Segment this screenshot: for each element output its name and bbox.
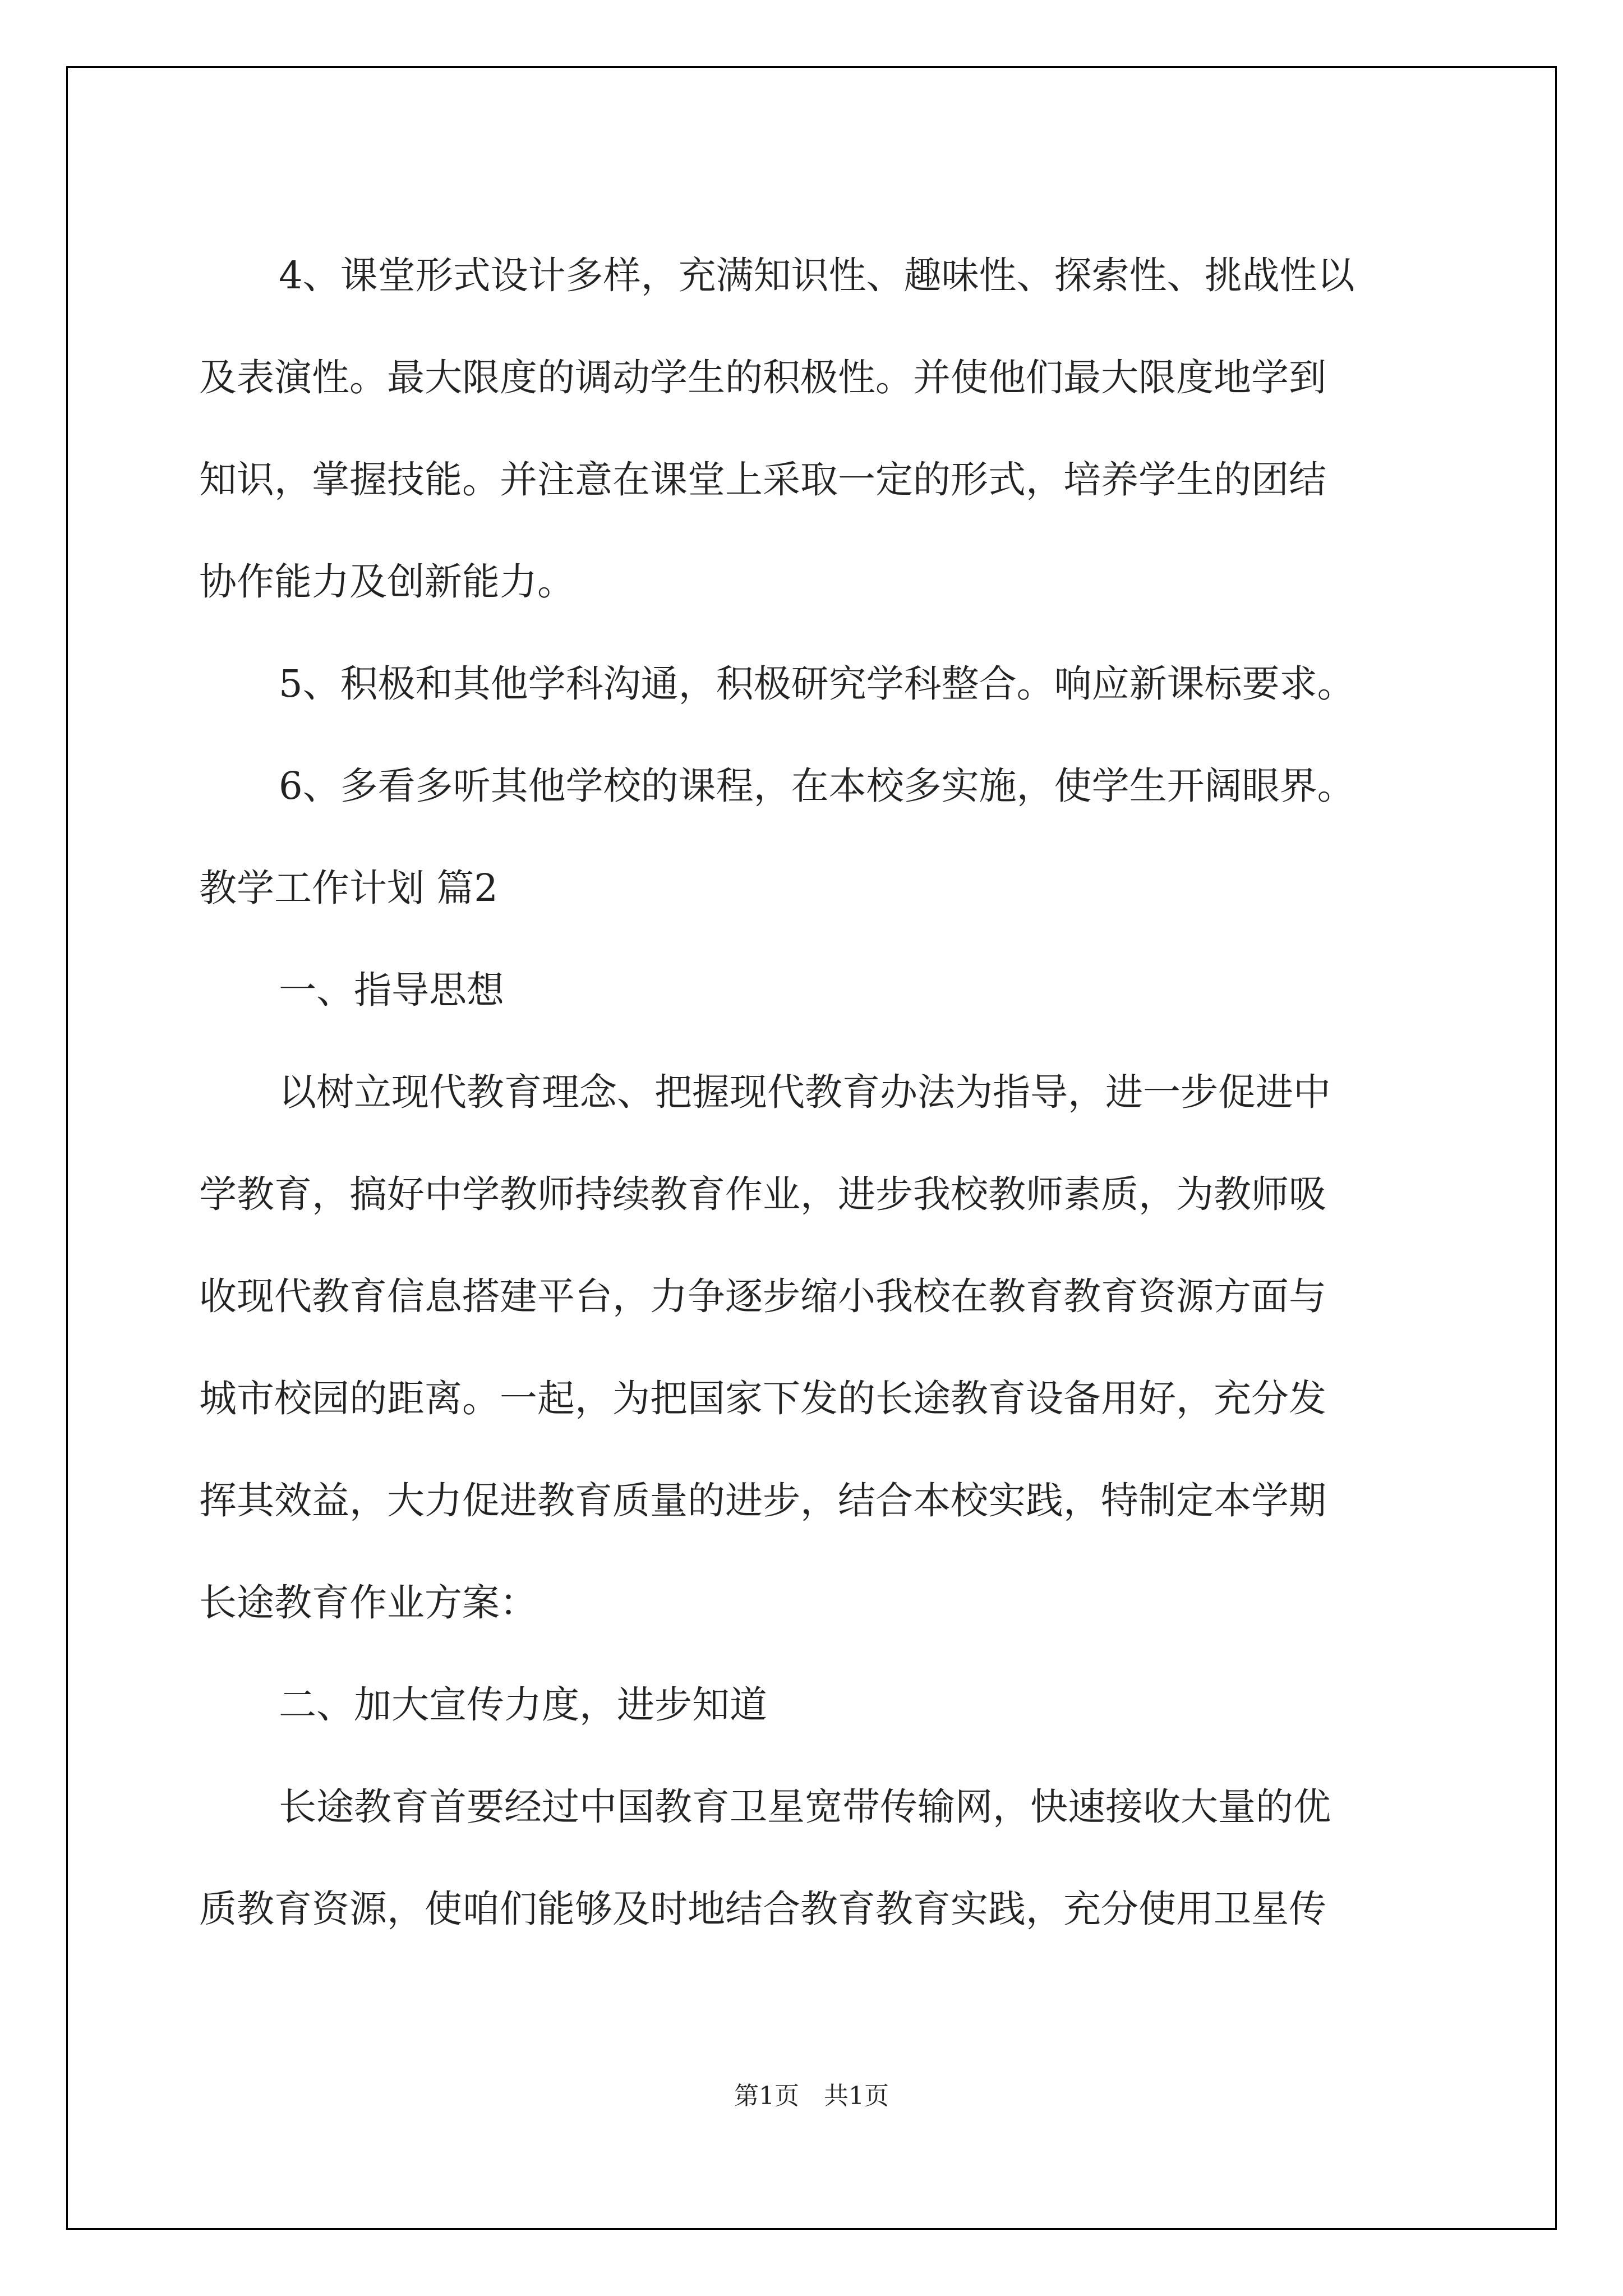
text-line: 挥其效益，大力促进教育质量的进步，结合本校实践，特制定本学期 — [199, 1479, 1326, 1522]
text-line: 二、加大宣传力度，进步知道 — [279, 1683, 767, 1727]
section-heading — [199, 837, 1433, 939]
text-line: 6、多看多听其他学校的课程，在本校多实施，使学生开阔眼界。 — [279, 764, 1355, 808]
text-line: 4、课堂形式设计多样，充满知识性、趣味性、探索性、挑战性以 — [279, 254, 1355, 297]
paragraph — [199, 1756, 1433, 1960]
text-line: 长途教育首要经过中国教育卫星宽带传输网，快速接收大量的优 — [279, 1785, 1331, 1829]
text-line: 学教育，搞好中学教师持续教育作业，进步我校教师素质，为教师吸 — [199, 1172, 1326, 1216]
text-line: 知识，掌握技能。并注意在课堂上采取一定的形式，培养学生的团结 — [199, 458, 1326, 501]
text-line: 以树立现代教育理念、把握现代教育办法为指导，进一步促进中 — [279, 1070, 1331, 1114]
text-line: 协作能力及创新能力。 — [199, 560, 575, 604]
text-line: 城市校园的距离。一起，为把国家下发的长途教育设备用好，充分发 — [199, 1377, 1326, 1420]
paragraph — [199, 735, 1433, 837]
text-line: 5、积极和其他学科沟通，积极研究学科整合。响应新课标要求。 — [279, 662, 1355, 706]
paragraph — [199, 1041, 1433, 1654]
paragraph — [199, 633, 1433, 735]
text-line: 长途教育作业方案： — [199, 1581, 537, 1625]
text-line: 教学工作计划 篇2 — [199, 866, 498, 910]
paragraph — [199, 1654, 1433, 1756]
text-line: 及表演性。最大限度的调动学生的积极性。并使他们最大限度地学到 — [199, 356, 1326, 399]
text-line: 一、指导思想 — [279, 968, 504, 1012]
text-line: 收现代教育信息搭建平台，力争逐步缩小我校在教育教育资源方面与 — [199, 1274, 1326, 1318]
paragraph — [199, 224, 1433, 633]
page-footer: 第1页 共1页 — [734, 2082, 889, 2110]
paragraph — [199, 939, 1433, 1041]
document-body — [199, 224, 1433, 1960]
text-line: 质教育资源，使咱们能够及时地结合教育教育实践，充分使用卫星传 — [199, 1887, 1326, 1931]
